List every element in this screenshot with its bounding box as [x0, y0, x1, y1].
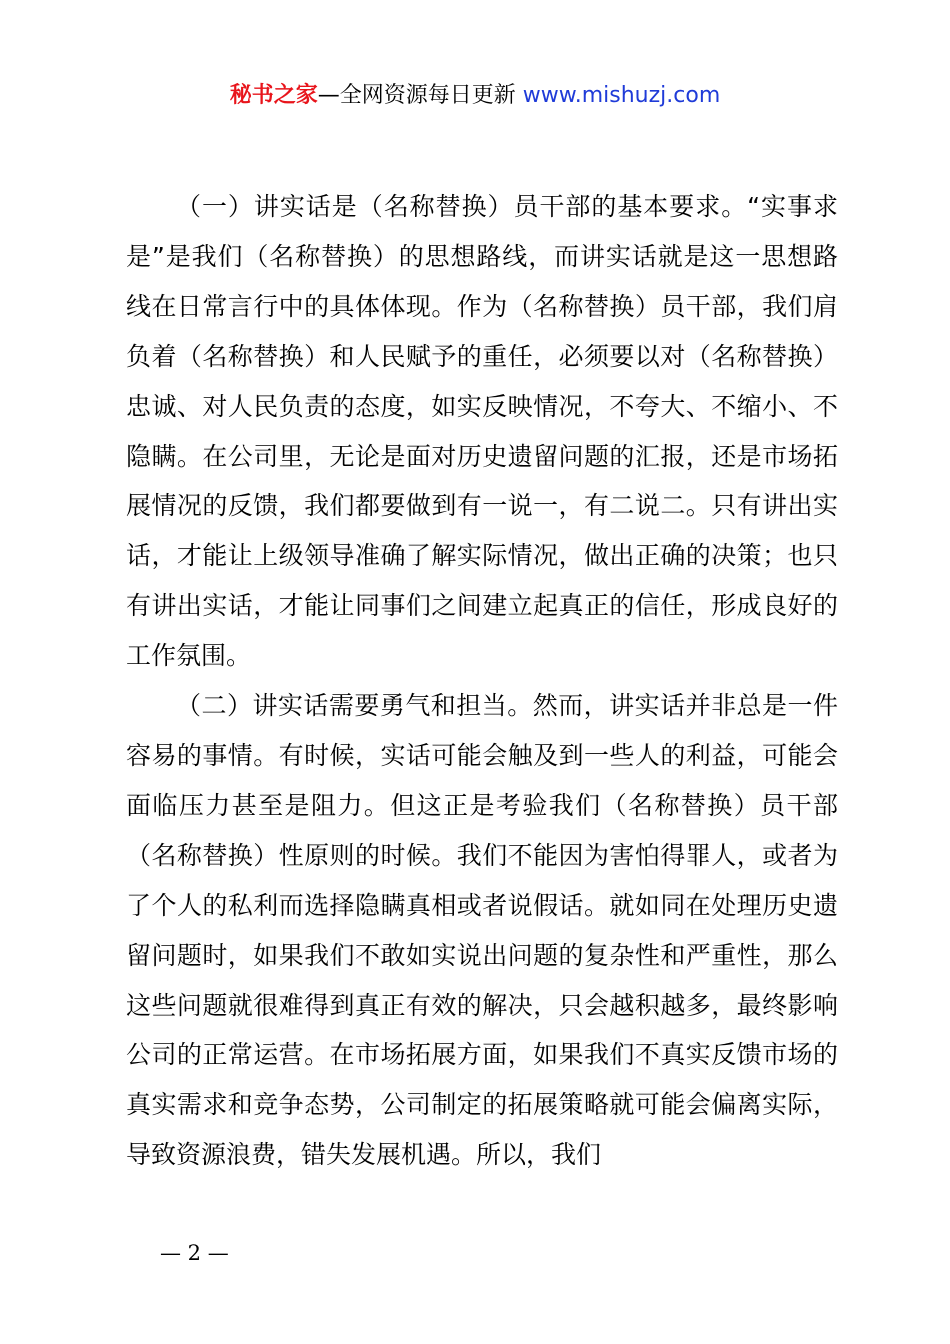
site-tagline: —全网资源每日更新 — [317, 83, 516, 108]
site-brand: 秘书之家 — [229, 83, 318, 108]
page-header — [0, 78, 950, 114]
document-body — [126, 182, 838, 1180]
paragraph-1: （一）讲实话是（名称替换）员干部的基本要求。“实事求是”是我们（名称替换）的思想路线，而讲实话就是这一思想路线在日常言行中的具体体现。作为（名称替换）员干部，我们肩负着（名称替换）和人民赋予的重任，必须要以对（名称替换）忠诚、对人民负责的态度，如实反映情况，不夸大、不缩小、不隐瞒。在公司里，无论是面对历史遗留问题的汇报，还是市场拓展情况的反馈，我们都要做到有一说一，有二说二。只有讲出实话，才能让上级领导准确了解实际情况，做出正确的决策；也只有讲出实话，才能让同事们之间建立起真正的信任，形成良好的工作氛围。 — [126, 192, 838, 671]
page-number: — 2 — — [160, 1241, 229, 1265]
site-url[interactable]: www.mishuzj.com — [522, 83, 721, 108]
paragraph-2: （二）讲实话需要勇气和担当。然而，讲实话并非总是一件容易的事情。有时候，实话可能会触及到一些人的利益，可能会面临压力甚至是阻力。但这正是考验我们（名称替换）员干部（名称替换）性原则的时候。我们不能因为害怕得罪人，或者为了个人的私利而选择隐瞒真相或者说假话。就如同在处理历史遗留问题时，如果我们不敢如实说出问题的复杂性和严重性，那么这些问题就很难得到真正有效的解决，只会越积越多，最终影响公司的正常运营。在市场拓展方面，如果我们不真实反馈市场的真实需求和竞争态势，公司制定的拓展策略就可能会偏离实际，导致资源浪费，错失发展机遇。所以，我们 — [126, 691, 838, 1170]
